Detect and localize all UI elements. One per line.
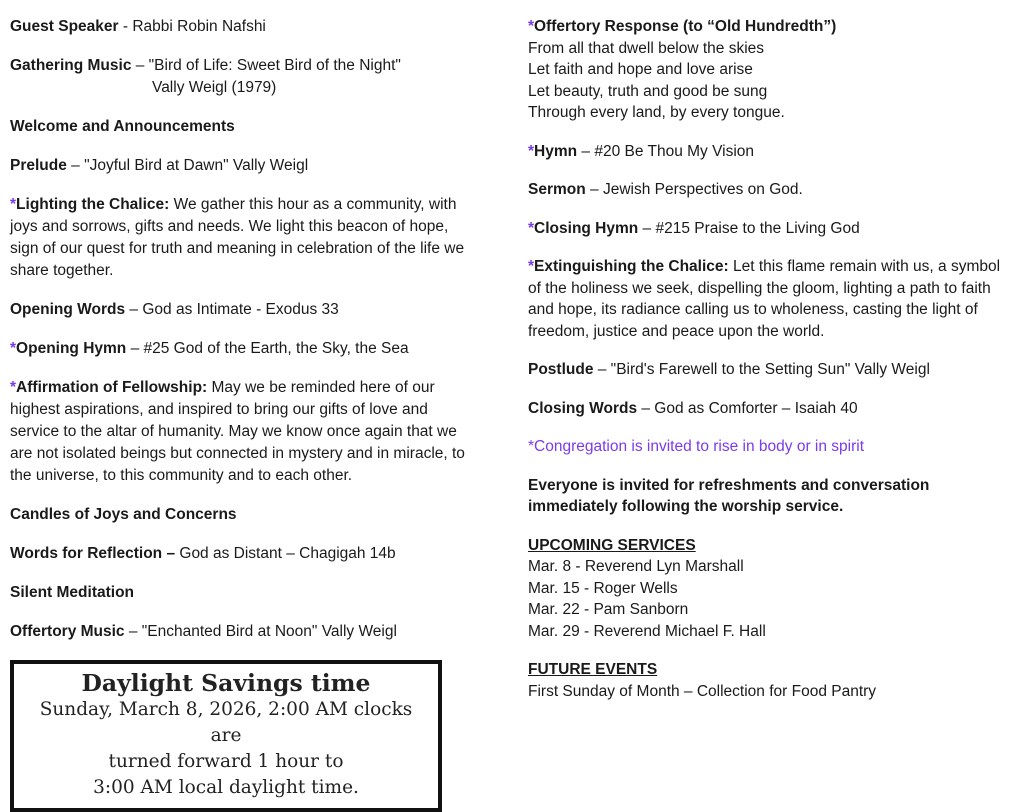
item-offertory-response (528, 16, 1007, 124)
item-postlude-label: Postlude (528, 361, 594, 378)
item-opening-words-label: Opening Words (10, 301, 126, 318)
item-guest-speaker-text: - Rabbi Robin Nafshi (118, 18, 266, 35)
item-lighting-chalice (10, 194, 473, 282)
item-words-reflection-label: Words for Reflection – (10, 545, 176, 562)
item-offertory-music-label: Offertory Music (10, 623, 125, 640)
item-gathering-music (10, 55, 473, 99)
item-prelude (10, 155, 473, 177)
rise-asterisk: * (10, 379, 17, 396)
item-opening-hymn (10, 338, 473, 360)
item-affirmation-text: May we be reminded here of our highest aspirations, and inspired to bring our gifts of love and service to the altar of humanity. May we know once again that we are not isolated beings but connected in mystery and in miracle, to the universe, to this community and to each other. (10, 379, 465, 484)
item-guest-speaker (10, 16, 473, 38)
item-opening-words (10, 299, 473, 321)
item-offertory-music (10, 621, 473, 643)
item-closing-hymn-text: – #215 Praise to the Living God (638, 219, 860, 237)
item-hymn (528, 141, 1007, 163)
daylight-savings-line: Sunday, March 8, 2026, 2:00 AM clocks are (39, 699, 413, 746)
item-words-reflection (10, 543, 473, 565)
item-gathering-music-label: Gathering Music (10, 57, 132, 74)
item-candles-label: Candles of Joys and Concerns (10, 506, 237, 523)
item-welcome (10, 116, 473, 138)
future-events-section (528, 659, 1007, 702)
daylight-savings-line: turned forward 1 hour to (108, 751, 344, 772)
item-postlude (528, 359, 1007, 381)
item-closing-hymn-label: Closing Hymn (534, 219, 639, 237)
rise-asterisk: * (10, 196, 17, 213)
item-offertory-music-text: – "Enchanted Bird at Noon" Vally Weigl (124, 623, 397, 640)
rise-asterisk: * (528, 142, 535, 160)
rise-asterisk: * (10, 340, 17, 357)
item-prelude-text: – "Joyful Bird at Dawn" Vally Weigl (66, 157, 309, 174)
item-closing-words (528, 398, 1007, 420)
upcoming-service-entry: Mar. 29 - Reverend Michael F. Hall (528, 622, 766, 640)
item-silent-meditation-label: Silent Meditation (10, 584, 134, 601)
item-sermon-text: – Jewish Perspectives on God. (585, 181, 803, 198)
daylight-savings-title: Daylight Savings time (81, 669, 371, 697)
congregation-rise-note: *Congregation is invited to rise in body or in spirit (528, 438, 865, 455)
upcoming-services-section (528, 535, 1007, 643)
upcoming-services-heading: UPCOMING SERVICES (528, 536, 696, 554)
upcoming-service-entry: Mar. 8 - Reverend Lyn Marshall (528, 558, 744, 575)
item-sermon (528, 179, 1007, 201)
item-extinguishing-chalice-label: Extinguishing the Chalice: (534, 258, 729, 275)
left-column (10, 16, 473, 812)
daylight-savings-line: 3:00 AM local daylight time. (93, 777, 359, 798)
item-sermon-label: Sermon (528, 181, 586, 198)
item-prelude-label: Prelude (10, 157, 67, 174)
item-gathering-music-text: – "Bird of Life: Sweet Bird of the Night" (131, 57, 401, 74)
item-words-reflection-text: God as Distant – Chagigah 14b (175, 545, 396, 562)
item-lighting-chalice-label: Lighting the Chalice: (16, 196, 170, 213)
item-gathering-music-composer: Vally Weigl (1979) (152, 79, 277, 96)
rise-asterisk: * (528, 219, 535, 237)
item-closing-hymn (528, 218, 1007, 240)
verse-line: Through every land, by every tongue. (528, 104, 785, 121)
item-hymn-label: Hymn (534, 142, 578, 160)
future-event-entry: First Sunday of Month – Collection for Food Pantry (528, 682, 877, 700)
item-closing-words-label: Closing Words (528, 399, 638, 417)
upcoming-service-entry: Mar. 22 - Pam Sanborn (528, 601, 689, 618)
item-opening-hymn-text: – #25 God of the Earth, the Sky, the Sea (126, 340, 409, 357)
item-extinguishing-chalice (528, 256, 1007, 342)
item-extinguishing-chalice-text: Let this flame remain with us, a symbol of the holiness we seek, dispelling the gloom, lighting a path to faith and hope, its radiance calling us to wholeness, casting the light of freedom, justice and peace upon the world. (528, 258, 1001, 340)
item-offertory-response-heading (528, 16, 1007, 38)
rise-asterisk: * (528, 258, 535, 275)
item-affirmation (10, 377, 473, 487)
future-events-heading: FUTURE EVENTS (528, 661, 658, 678)
item-hymn-text: – #20 Be Thou My Vision (577, 142, 755, 160)
right-column (528, 16, 1007, 719)
verse-line: From all that dwell below the skies (528, 39, 765, 57)
item-silent-meditation (10, 582, 473, 604)
item-opening-words-text: – God as Intimate - Exodus 33 (125, 301, 339, 318)
daylight-savings-notice-box (10, 660, 442, 812)
item-candles (10, 504, 473, 526)
verse-line: Let beauty, truth and good be sung (528, 82, 768, 100)
item-closing-words-text: – God as Comforter – Isaiah 40 (637, 399, 858, 417)
item-guest-speaker-label: Guest Speaker (10, 18, 119, 35)
refreshments-note: Everyone is invited for refreshments and conversation immediately following the worship service. (528, 476, 930, 515)
verse-line: Let faith and hope and love arise (528, 61, 753, 78)
upcoming-service-entry: Mar. 15 - Roger Wells (528, 579, 678, 597)
item-postlude-text: – "Bird's Farewell to the Setting Sun" Vally Weigl (593, 361, 930, 378)
item-welcome-label: Welcome and Announcements (10, 118, 235, 135)
item-lighting-chalice-text: We gather this hour as a community, with joys and sorrows, gifts and needs. We light this beacon of hope, sign of our quest for truth and meaning in celebration of the life we share together. (10, 196, 465, 279)
item-affirmation-label: Affirmation of Fellowship: (16, 379, 208, 396)
rise-asterisk: * (528, 18, 535, 35)
item-opening-hymn-label: Opening Hymn (16, 340, 127, 357)
item-offertory-response-label: Offertory Response (to “Old Hundredth”) (534, 18, 837, 35)
